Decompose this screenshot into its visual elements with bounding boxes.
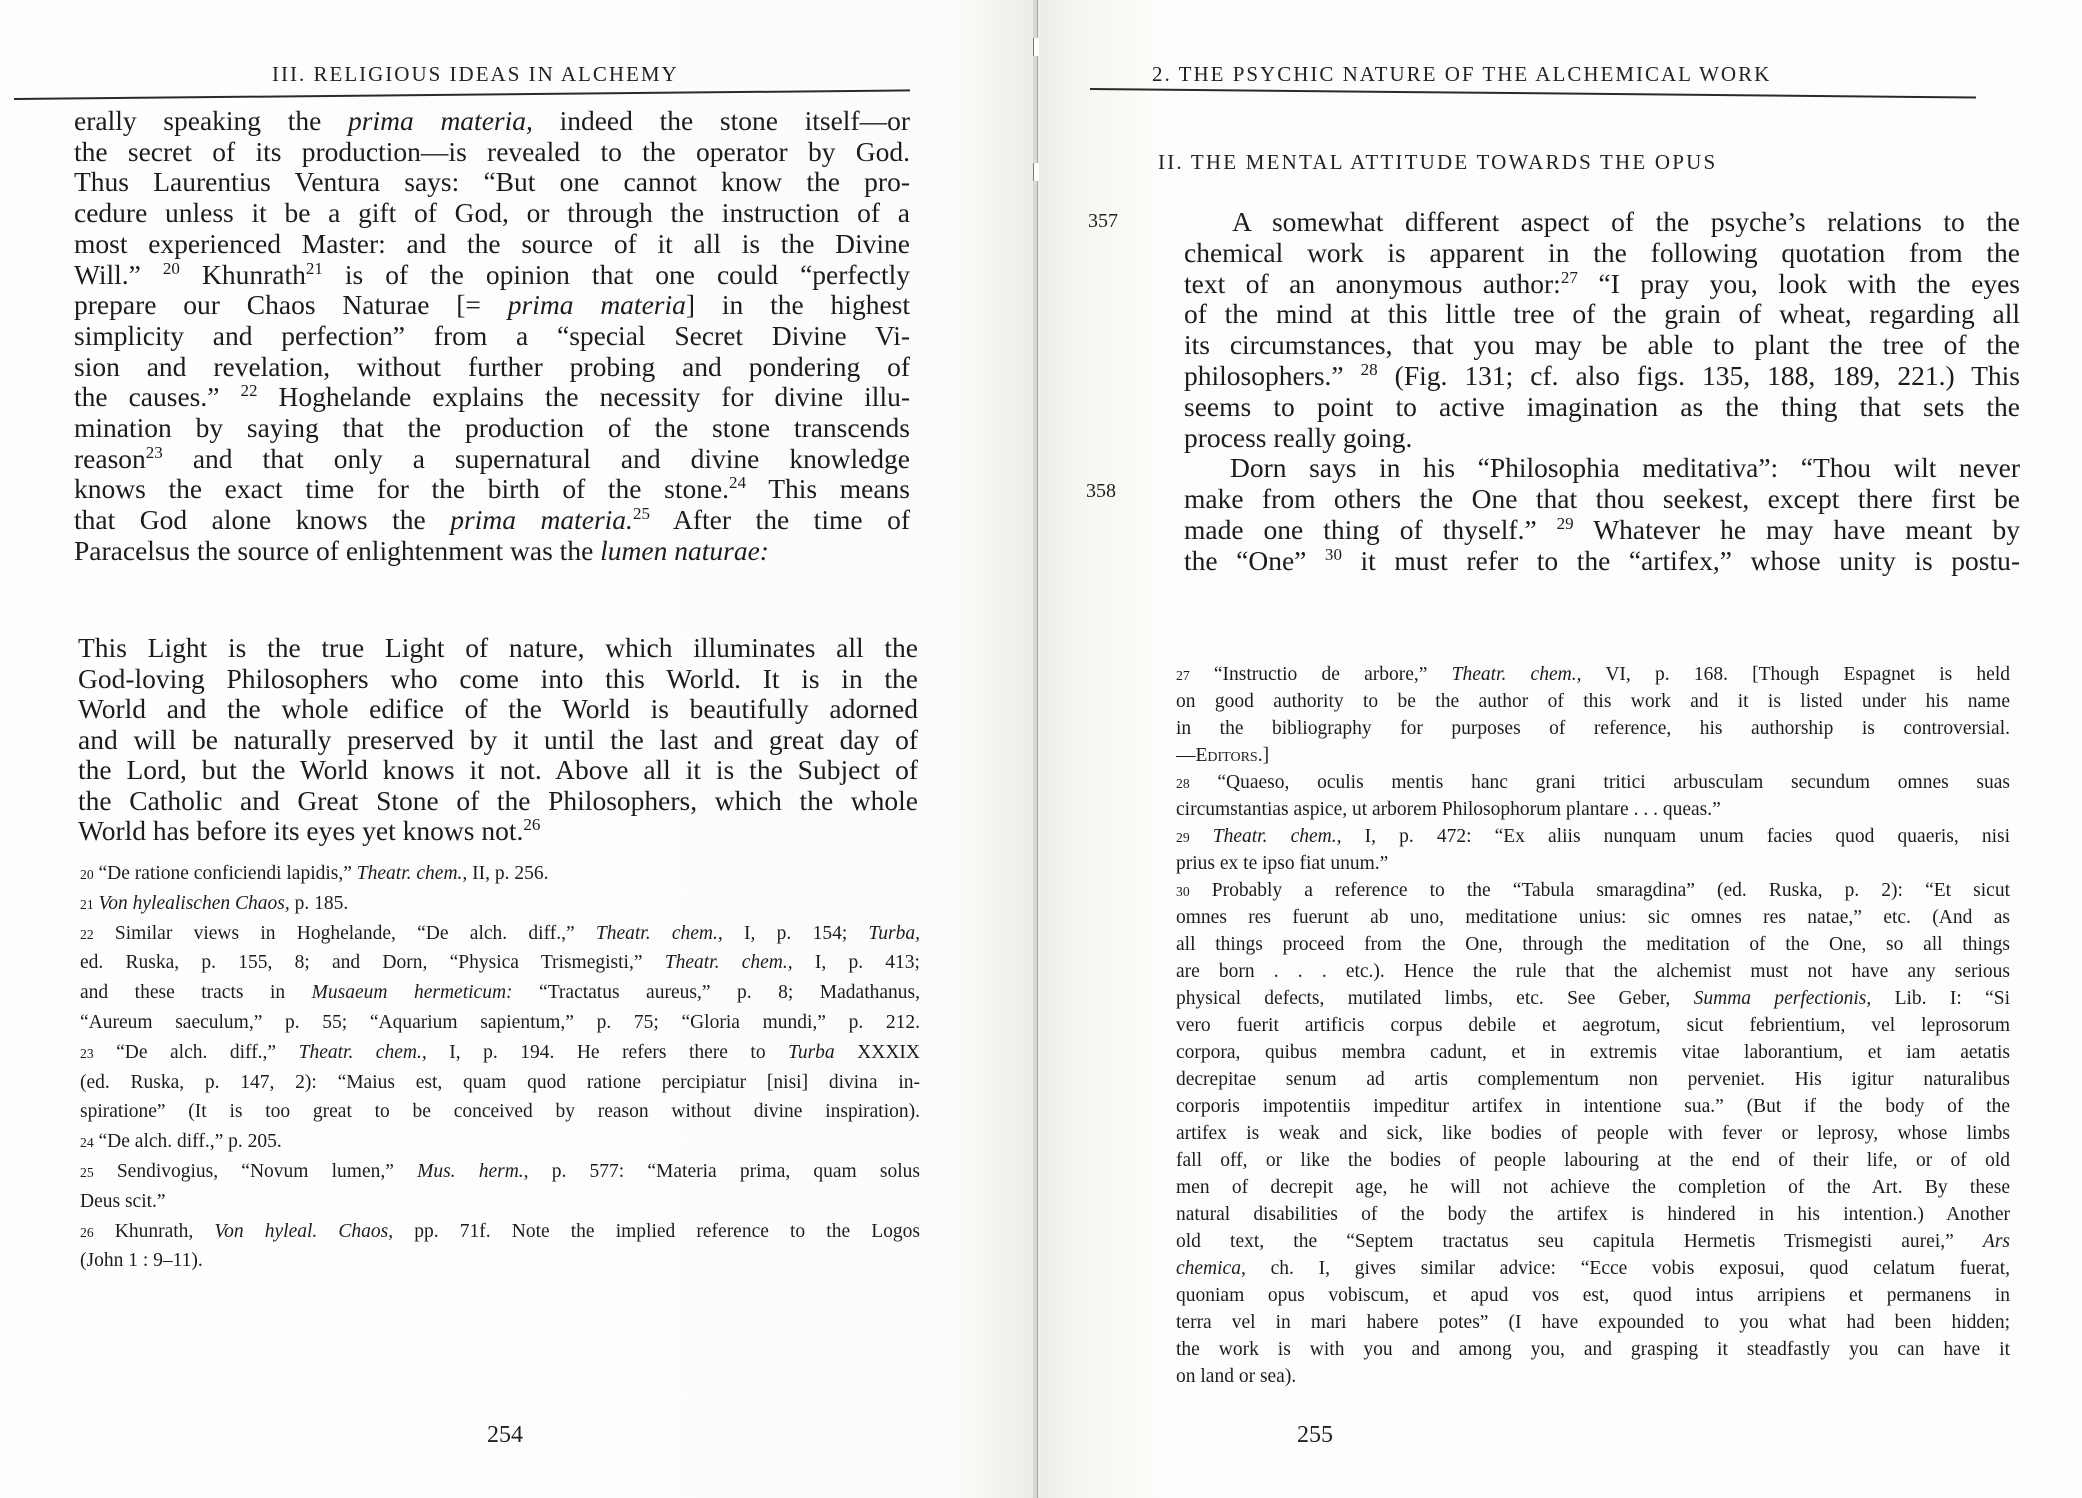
text-run: made one thing of thyself.” — [1184, 514, 1557, 545]
small-caps-text: Editors. — [1195, 745, 1263, 766]
text-run: Khunrath, — [93, 1220, 215, 1242]
text-run: II, p. 256. — [467, 863, 549, 884]
text-run: (John 1 : 9–11). — [80, 1250, 203, 1272]
footnote-line — [80, 1191, 920, 1213]
text-run: “De alch. diff.,” p. 205. — [93, 1131, 282, 1153]
footnote-number: 23 — [80, 1045, 94, 1061]
footnote-number: 27 — [1176, 668, 1190, 683]
text-run: VI, p. 168. [Though Espagnet is held — [1581, 664, 2010, 685]
body-line — [1232, 206, 2020, 238]
footnote-line — [80, 1012, 920, 1034]
text-run: I, p. 472: “Ex aliis nunquam unum facies quod quaeris, nisi — [1341, 826, 2011, 847]
text-run: Will.” — [74, 258, 163, 290]
body-line — [74, 259, 910, 291]
text-run: Thus Laurentius Ventura says: “But one cannot know the pro- — [74, 166, 910, 198]
text-run: pp. 71f. Note the implied reference to the Logos — [393, 1220, 920, 1242]
italic-text: prima materia — [507, 289, 686, 321]
text-run: circumstantias aspice, ut arborem Philosophorum plantare . . . queas.” — [1176, 799, 1721, 820]
footnote-line — [80, 893, 920, 915]
text-run: philosophers.” — [1184, 360, 1361, 391]
text-run: “I pray you, look with the eyes — [1577, 267, 2021, 299]
italic-text: Theatr. chem., — [298, 1041, 427, 1063]
text-run: that God alone knows the — [74, 504, 451, 536]
text-run: ] — [1262, 745, 1270, 766]
body-line — [1184, 391, 2020, 423]
footnote-number: 24 — [80, 1135, 94, 1151]
text-run: Lib. I: “Si — [1871, 988, 2010, 1009]
body-line — [74, 412, 910, 444]
text-run: sion and revelation, without further probing and pondering of — [74, 350, 910, 382]
text-run: make from others the One that thou seekest, except there first be — [1184, 483, 2020, 515]
footnote-number: 26 — [80, 1224, 94, 1240]
text-run: reason — [74, 442, 146, 474]
body-line — [74, 136, 910, 168]
footnote-marker: 27 — [1560, 267, 1578, 287]
italic-text: Ars — [1982, 1231, 2010, 1252]
quote-line — [78, 663, 918, 695]
quote-line — [78, 693, 918, 725]
text-run: chemical work is apparent in the following quotation from the — [1184, 236, 2020, 268]
text-run: men of decrepit age, he will not achieve the completion of the Art. By these — [1176, 1177, 2010, 1198]
text-run: Hoghelande explains the necessity for divine illu- — [257, 381, 911, 413]
footnote-line — [1176, 718, 2010, 740]
footnote-marker: 29 — [1556, 513, 1574, 533]
gutter-notch — [1033, 38, 1039, 56]
footnote-marker: 23 — [145, 442, 163, 462]
text-run: Sendivogius, “Novum lumen,” — [93, 1161, 418, 1182]
footnote-line — [80, 1221, 920, 1243]
footnote-marker: 28 — [1360, 359, 1378, 379]
footnote-line — [1176, 799, 2010, 821]
footnote-line — [80, 1250, 920, 1272]
footnote-line — [1176, 745, 2010, 767]
body-line — [1184, 360, 2020, 392]
text-run: Similar views in Hoghelande, “De alch. diff.,” — [93, 922, 596, 944]
quote-line — [78, 632, 918, 664]
quote-line — [78, 724, 918, 756]
text-run: old text, the “Septem tractatus seu capitula Hermetis Trismegisti aurei,” — [1176, 1231, 1983, 1252]
body-line — [74, 228, 910, 260]
text-run: natural disabilities of the body the artifex is hindered in his intention.) Another — [1176, 1204, 2010, 1225]
italic-text: Summa perfectionis, — [1693, 988, 1872, 1009]
text-run: ] in the highest — [685, 289, 910, 321]
book-gutter — [1033, 0, 1038, 1498]
footnote-marker: 21 — [305, 258, 323, 278]
text-run: simplicity and perfection” from a “special Secret Divine Vi- — [74, 319, 910, 351]
body-line — [1184, 483, 2020, 515]
body-line — [74, 289, 910, 321]
text-run: corporis impotentiis impeditur artifex in intentione sua.” (But if the body of the — [1176, 1096, 2010, 1117]
text-run: “Aureum saeculum,” p. 55; “Aquarium sapientum,” p. 75; “Gloria mundi,” p. 212. — [80, 1012, 920, 1033]
footnote-line — [80, 863, 920, 885]
footnote-number: 28 — [1176, 776, 1190, 791]
footnote-number: 21 — [80, 896, 94, 912]
text-run: Deus scit.” — [80, 1190, 166, 1212]
body-line — [74, 443, 910, 475]
body-line — [1230, 452, 2020, 484]
footnote-marker: 25 — [632, 503, 650, 523]
body-line — [1184, 545, 2020, 577]
text-run: physical defects, mutilated limbs, etc. See Geber, — [1176, 988, 1694, 1009]
footnote-line — [1176, 691, 2010, 713]
text-run: and will be naturally preserved by it until the last and great day of — [78, 723, 918, 755]
body-line — [74, 351, 910, 383]
quote-line — [78, 815, 918, 847]
text-run: — — [1176, 745, 1196, 766]
footnote-line — [1176, 1339, 2010, 1361]
text-run: is of the opinion that one could “perfectly — [322, 258, 910, 290]
text-run: After the time of — [649, 504, 911, 536]
footnote-marker: 24 — [729, 473, 747, 493]
footnote-line — [1176, 934, 2010, 956]
italic-text: Von hylealischen Chaos, — [98, 892, 290, 914]
text-run: Whatever he may have meant by — [1573, 514, 2021, 545]
italic-text: Theatr. chem., — [664, 952, 793, 974]
body-line — [1184, 237, 2020, 269]
body-line — [74, 381, 910, 413]
footnote-line — [1176, 1204, 2010, 1226]
text-run: in the bibliography for purposes of reference, his authorship is controversial. — [1176, 718, 2010, 739]
italic-text: prima materia. — [450, 504, 633, 536]
footnote-number: 22 — [80, 926, 94, 942]
footnote-line — [80, 923, 920, 945]
body-line — [74, 166, 910, 198]
body-line — [1184, 298, 2020, 330]
text-run: the secret of its production—is revealed to the operator by God. — [74, 135, 910, 167]
text-run: corpora, quibus membra cadunt, et in extremis vitae laborantium, et iam aetatis — [1176, 1042, 2010, 1063]
text-run: ed. Ruska, p. 155, 8; and Dorn, “Physica Trismegisti,” — [80, 952, 665, 974]
quote-line — [78, 785, 918, 817]
paragraph-number: 358 — [1086, 480, 1116, 502]
text-run: This means — [746, 473, 910, 505]
text-run: World has before its eyes yet knows not. — [78, 815, 524, 846]
footnote-line — [1176, 1231, 2010, 1253]
italic-text: Theatr. chem., — [1451, 664, 1582, 685]
footnote-line — [1176, 1123, 2010, 1145]
text-run: mination by saying that the production of the stone transcends — [74, 412, 910, 443]
body-line — [1184, 268, 2020, 300]
text-run: I, p. 194. He refers there to — [426, 1041, 789, 1063]
text-run: (ed. Ruska, p. 147, 2): “Maius est, quam quod ratione percipiatur [nisi] divina in- — [80, 1071, 920, 1093]
footnote-number: 30 — [1176, 884, 1190, 899]
footnote-line — [1176, 1258, 2010, 1280]
italic-text: Musaeum hermeticum: — [311, 982, 513, 1004]
text-run: prius ex te ipso fiat unum.” — [1176, 853, 1389, 874]
text-run: quoniam opus vobiscum, et apud vos est, quod intus arripiens et permanens in — [1176, 1285, 2010, 1306]
text-run: on good authority to be the author of this work and it is listed under his name — [1176, 691, 2010, 712]
footnote-line — [1176, 907, 2010, 929]
body-line — [74, 504, 910, 536]
italic-text: Von hyleal. Chaos, — [214, 1220, 394, 1242]
text-run: A somewhat different aspect of the psyche’s relations to the — [1232, 206, 2020, 237]
text-run: spiratione” (It is too great to be conceived by reason without divine inspiration). — [80, 1101, 920, 1123]
footnote-line — [1176, 1312, 2010, 1334]
footnote-number: 29 — [1176, 830, 1190, 845]
footnote-line — [1176, 880, 2010, 902]
text-run: seems to point to active imagination as the thing that sets the — [1184, 390, 2020, 422]
text-run: artifex is weak and sick, like bodies of people with fever or leprosy, whose limbs — [1176, 1123, 2010, 1144]
body-line — [74, 535, 910, 567]
quote-line — [78, 754, 918, 786]
text-run: Khunrath — [179, 258, 306, 290]
footnote-number: 20 — [80, 867, 94, 882]
footnote-line — [1176, 664, 2010, 686]
footnote-line — [80, 1072, 920, 1094]
italic-text: chemica, — [1176, 1258, 1246, 1279]
paragraph-number: 357 — [1088, 210, 1118, 232]
text-run: are born . . . etc.). Hence the rule that the alchemist must not have any serious — [1176, 961, 2010, 982]
italic-text: Turba, — [868, 922, 920, 944]
text-run: God-loving Philosophers who come into this World. It is in the — [78, 662, 918, 694]
text-run: the “One” — [1184, 544, 1325, 576]
footnote-number: 25 — [80, 1165, 94, 1180]
footnote-line — [80, 1101, 920, 1123]
text-run: World and the whole edifice of the World is beautifully adorned — [78, 693, 918, 724]
body-line — [1184, 329, 2020, 361]
italic-text: Theatr. chem., — [356, 863, 468, 884]
footnote-line — [1176, 1366, 2010, 1388]
text-run: This Light is the true Light of nature, which illuminates all the — [78, 632, 918, 663]
text-run: vero fuerit artificis corpus debile et aegrotum, sicut febrientium, vel leprosorum — [1176, 1015, 2010, 1036]
text-run: omnes res fuerunt ab uno, meditatione unius: sic omnes res natae,” etc. (And as — [1176, 907, 2010, 928]
text-run — [1190, 826, 1213, 847]
footnote-line — [1176, 1069, 2010, 1091]
text-run: (Fig. 131; cf. also figs. 135, 188, 189, 221.) This — [1377, 360, 2020, 391]
text-run: decrepitae senum ad artis complementum non perveniet. His igitur naturalibus — [1176, 1069, 2010, 1090]
text-run: I, p. 413; — [792, 952, 920, 974]
text-run: and these tracts in — [80, 982, 312, 1004]
text-run: “De alch. diff.,” — [93, 1041, 299, 1063]
text-run: it must refer to the “artifex,” whose unity is postu- — [1341, 544, 2020, 576]
footnote-marker: 22 — [240, 381, 258, 401]
footnote-line — [1176, 961, 2010, 983]
text-run: its circumstances, that you may be able to plant the tree of the — [1184, 329, 2020, 361]
gutter-notch — [1033, 163, 1039, 181]
text-run: “De ratione conficiendi lapidis,” — [93, 863, 357, 884]
body-line — [1184, 422, 2020, 454]
text-run: text of an anonymous author: — [1184, 267, 1561, 299]
footnote-line — [80, 982, 920, 1004]
text-run: XXXIX — [834, 1041, 921, 1063]
text-run: p. 185. — [289, 892, 349, 914]
footnote-marker: 20 — [162, 258, 180, 278]
text-run: the Catholic and Great Stone of the Philosophers, which the whole — [78, 784, 918, 816]
right-running-head: 2. THE PSYCHIC NATURE OF THE ALCHEMICAL WORK — [1152, 62, 1772, 86]
footnote-line — [80, 1042, 920, 1064]
footnote-line — [80, 952, 920, 974]
footnote-line — [1176, 772, 2010, 794]
text-run: ch. I, gives similar advice: “Ecce vobis exposui, quod celatum fuerat, — [1245, 1258, 2010, 1279]
text-run: all things proceed from the One, through the meditation of the One, so all things — [1176, 934, 2010, 955]
footnote-marker: 30 — [1324, 544, 1342, 564]
text-run: most experienced Master: and the source of it all is the Divine — [74, 227, 910, 259]
text-run: p. 577: “Materia prima, quam solus — [528, 1161, 920, 1182]
text-run: Probably a reference to the “Tabula smaragdina” (ed. Ruska, p. 2): “Et sicut — [1189, 880, 2010, 901]
footnote-line — [1176, 826, 2010, 848]
text-run: the Lord, but the World knows it not. Above all it is the Subject of — [78, 754, 918, 785]
body-line — [1184, 514, 2020, 546]
body-line — [74, 105, 910, 137]
text-run: “Instructio de arbore,” — [1189, 664, 1452, 685]
text-run: of the mind at this little tree of the grain of wheat, regarding all — [1184, 298, 2020, 330]
footnote-line — [1176, 988, 2010, 1010]
text-run: knows the exact time for the birth of the stone. — [74, 473, 730, 505]
italic-text: lumen naturae: — [600, 534, 769, 566]
footnote-line — [1176, 1177, 2010, 1199]
text-run: terra vel in mari habere potes” (I have expounded to you what had been hidden; — [1176, 1312, 2010, 1333]
footnote-line — [1176, 1015, 2010, 1037]
text-run: indeed the stone itself—or — [532, 105, 911, 136]
text-run: prepare our Chaos Naturae [= — [74, 289, 508, 321]
footnote-line — [1176, 1096, 2010, 1118]
section-title: II. THE MENTAL ATTITUDE TOWARDS THE OPUS — [1158, 150, 1718, 174]
text-run: “Quaeso, oculis mentis hanc grani tritici arbusculam secundum omnes suas — [1189, 772, 2010, 793]
italic-text: Theatr. chem., — [1212, 826, 1342, 847]
footnote-line — [80, 1131, 920, 1153]
text-run: erally speaking the — [74, 105, 349, 136]
body-line — [74, 197, 910, 229]
body-line — [74, 320, 910, 352]
footnote-line — [80, 1161, 920, 1183]
text-run: Dorn says in his “Philosophia meditativa”: “Thou wilt never — [1230, 452, 2020, 484]
text-run: and that only a supernatural and divine knowledge — [162, 442, 910, 474]
italic-text: Theatr. chem., — [595, 922, 723, 944]
text-run: fall off, or like the bodies of people labouring at the end of their life, or of old — [1176, 1150, 2010, 1171]
text-run: on land or sea). — [1176, 1366, 1297, 1387]
footnote-line — [1176, 853, 2010, 875]
text-run: I, p. 154; — [722, 922, 869, 944]
footnote-line — [1176, 1285, 2010, 1307]
footnote-line — [1176, 1150, 2010, 1172]
text-run: cedure unless it be a gift of God, or through the instruction of a — [74, 197, 910, 229]
left-page-number: 254 — [487, 1422, 523, 1448]
footnote-marker: 26 — [523, 814, 541, 834]
right-page-number: 255 — [1297, 1422, 1333, 1448]
text-run: the work is with you and among you, and grasping it steadfastly you can have it — [1176, 1339, 2010, 1360]
text-run: process really going. — [1184, 421, 1413, 453]
italic-text: Mus. herm., — [417, 1161, 529, 1182]
text-run: Paracelsus the source of enlightenment was the — [74, 534, 601, 566]
text-run: “Tractatus aureus,” p. 8; Madathanus, — [512, 982, 920, 1004]
body-line — [74, 473, 910, 505]
footnote-line — [1176, 1042, 2010, 1064]
italic-text: Turba — [788, 1041, 835, 1063]
left-running-head: III. RELIGIOUS IDEAS IN ALCHEMY — [272, 62, 679, 86]
italic-text: prima materia, — [348, 105, 533, 136]
text-run: the causes.” — [74, 381, 241, 413]
